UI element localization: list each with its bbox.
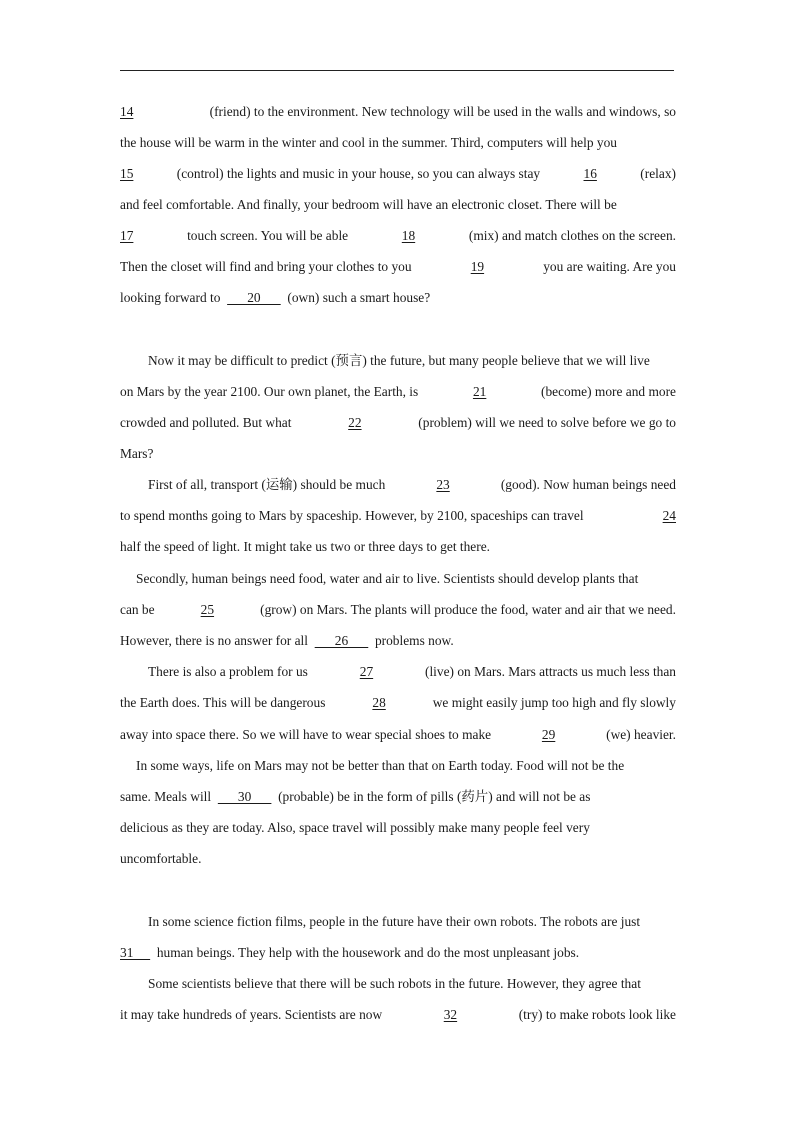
text-line — [120, 197, 676, 213]
text-line — [148, 664, 676, 680]
line-text: the house will be warm in the winter and cool in the summer. Third, computers will help you — [120, 135, 617, 150]
line-text: (control) the lights and music in your house, so you can always stay — [176, 166, 541, 181]
blank-29[interactable]: 29 — [541, 727, 556, 742]
text-line — [120, 166, 676, 182]
blank-14[interactable]: 14 — [120, 104, 134, 119]
line-text: touch screen. You will be able — [187, 228, 349, 243]
text-line — [120, 851, 676, 867]
text-line — [148, 914, 676, 930]
line-text: (try) to make robots look like — [518, 1007, 676, 1022]
line-text: (relax) — [640, 166, 676, 181]
line-text: delicious as they are today. Also, space travel will possibly make many people feel very — [120, 820, 590, 835]
line-text: (probable) be in the form of pills (药片) and will not be as — [278, 789, 591, 804]
blank-31[interactable]: 31 — [120, 945, 151, 960]
blank-18[interactable]: 18 — [401, 228, 416, 243]
blank-15[interactable]: 15 — [120, 166, 134, 181]
text-line — [148, 976, 676, 992]
line-text: Mars? — [120, 446, 154, 461]
text-line — [148, 477, 676, 493]
line-text: (become) more and more — [541, 384, 676, 399]
text-line — [120, 415, 676, 431]
line-text: (live) on Mars. Mars attracts us much less than — [424, 664, 676, 679]
blank-16[interactable]: 16 — [583, 166, 597, 181]
line-text: crowded and polluted. But what — [120, 415, 292, 430]
blank-30[interactable]: 30 — [217, 789, 272, 804]
line-text: Now it may be difficult to predict (预言) the future, but many people believe that we will live — [148, 353, 650, 368]
text-line — [120, 135, 676, 151]
blank-17[interactable]: 17 — [120, 228, 134, 243]
header-rule — [120, 70, 674, 71]
blank-25[interactable]: 25 — [200, 602, 215, 617]
line-text: (grow) on Mars. The plants will produce the food, water and air that we need. — [260, 602, 676, 617]
blank-23[interactable]: 23 — [436, 477, 450, 492]
line-text: it may take hundreds of years. Scientists are now — [120, 1007, 383, 1022]
text-line — [120, 508, 676, 524]
blank-28[interactable]: 28 — [372, 695, 386, 710]
line-text: on Mars by the year 2100. Our own planet, the Earth, is — [120, 384, 419, 399]
text-line — [120, 290, 676, 306]
line-text: and feel comfortable. And finally, your bedroom will have an electronic closet. There will be — [120, 197, 617, 212]
line-text: we might easily jump too high and fly slowly — [432, 695, 676, 710]
line-text: same. Meals will — [120, 789, 212, 804]
text-line — [136, 571, 676, 587]
line-text: (problem) will we need to solve before we go to — [418, 415, 676, 430]
line-text: can be — [120, 602, 155, 617]
text-line — [120, 228, 676, 244]
blank-32[interactable]: 32 — [443, 1007, 458, 1022]
blank-19[interactable]: 19 — [470, 259, 485, 274]
line-text: human beings. They help with the housework and do the most unpleasant jobs. — [156, 945, 580, 960]
line-text: (good). Now human beings need — [500, 477, 676, 492]
line-text: looking forward to — [120, 290, 221, 305]
line-text: (we) heavier. — [606, 727, 676, 742]
text-line — [120, 633, 676, 649]
text-line — [120, 789, 676, 805]
line-text: half the speed of light. It might take us two or three days to get there. — [120, 539, 491, 554]
text-line — [120, 820, 676, 836]
line-text: Some scientists believe that there will be such robots in the future. However, they agree that — [148, 976, 641, 991]
line-text: Secondly, human beings need food, water and air to live. Scientists should develop plants that — [136, 571, 639, 586]
line-text: (own) such a smart house? — [287, 290, 431, 305]
blank-27[interactable]: 27 — [359, 664, 374, 679]
text-line — [120, 446, 676, 462]
text-line — [120, 1007, 676, 1023]
text-line — [120, 104, 676, 120]
line-text: to spend months going to Mars by spaceship. However, by 2100, spaceships can travel — [120, 508, 584, 523]
text-line — [120, 695, 676, 711]
text-line — [136, 758, 676, 774]
blank-24[interactable]: 24 — [662, 508, 676, 523]
line-text: First of all, transport (运输) should be much — [148, 477, 386, 492]
text-line — [120, 602, 676, 618]
line-text: Then the closet will find and bring your clothes to you — [120, 259, 412, 274]
text-line — [148, 353, 676, 369]
line-text: In some science fiction films, people in the future have their own robots. The robots are just — [148, 914, 641, 929]
line-text: you are waiting. Are you — [543, 259, 676, 274]
blank-20[interactable]: 20 — [227, 290, 281, 305]
text-line — [120, 727, 676, 743]
line-text: In some ways, life on Mars may not be better than that on Earth today. Food will not be the — [136, 758, 625, 773]
blank-22[interactable]: 22 — [348, 415, 362, 430]
line-text: problems now. — [374, 633, 454, 648]
blank-26[interactable]: 26 — [314, 633, 369, 648]
line-text: away into space there. So we will have to wear special shoes to make — [120, 727, 492, 742]
text-line — [120, 945, 676, 961]
text-line — [120, 384, 676, 400]
line-text: However, there is no answer for all — [120, 633, 308, 648]
text-line — [120, 259, 676, 275]
line-text: (mix) and match clothes on the screen. — [468, 228, 676, 243]
line-text: the Earth does. This will be dangerous — [120, 695, 326, 710]
blank-21[interactable]: 21 — [472, 384, 487, 399]
line-text: uncomfortable. — [120, 851, 202, 866]
text-line — [120, 539, 676, 555]
line-text: There is also a problem for us — [148, 664, 308, 679]
line-text: (friend) to the environment. New technology will be used in the walls and windows, so — [209, 104, 676, 119]
